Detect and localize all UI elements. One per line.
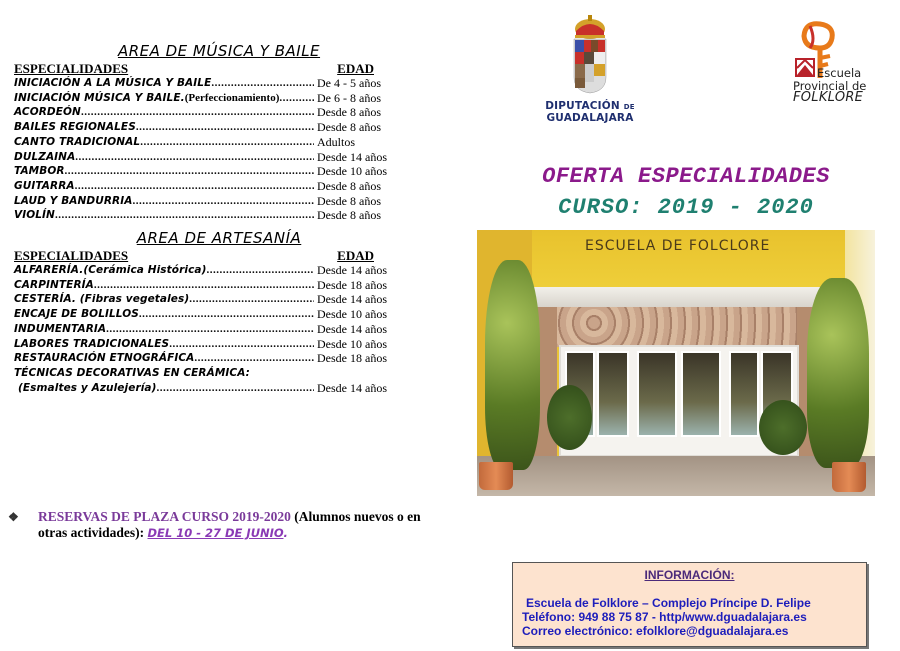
list-item: BAILES REGIONALES ..... Desde 8 años <box>14 120 394 135</box>
crafts-section-title: AREA DE ARTESANÍA <box>136 229 302 248</box>
list-item: INDUMENTARIA ..... Desde 14 años <box>14 322 394 337</box>
info-address: Escuela de Folklore – Complejo Príncipe D. Felipe <box>526 596 811 610</box>
list-item: INICIACIÓN MÚSICA Y BAILE. (Perfeccionamiento) ..... De 6 - 8 años <box>14 91 394 106</box>
list-item: TÉCNICAS DECORATIVAS EN CERÁMICA: <box>14 366 250 379</box>
crafts-list <box>14 263 444 395</box>
reservations-highlight: RESERVAS DE PLAZA CURSO 2019-2020 <box>38 509 291 524</box>
list-item: CANTO TRADICIONAL ..... Adultos <box>14 135 394 150</box>
school-entrance-photo <box>477 230 875 496</box>
list-item: TAMBOR ..... Desde 10 años <box>14 164 394 179</box>
list-item: CARPINTERÍA ..... Desde 18 años <box>14 278 394 293</box>
header-age: EDAD <box>337 248 374 264</box>
header-age: EDAD <box>337 61 374 76</box>
page-title: OFERTA ESPECIALIDADES <box>542 164 830 189</box>
info-phone-web: Teléfono: 949 88 75 87 - http/www.dguadalajara.es <box>522 610 807 624</box>
diamond-bullet-icon: ❖ <box>8 510 19 524</box>
music-list <box>14 76 444 223</box>
info-email: Correo electrónico: efolklore@dguadalajara.es <box>522 624 789 638</box>
list-item: DULZAINA ..... Desde 14 años <box>14 150 394 165</box>
list-item: VIOLÍN ..... Desde 8 años <box>14 208 394 223</box>
course-subtitle: CURSO: 2019 - 2020 <box>558 195 814 220</box>
list-item: RESTAURACIÓN ETNOGRÁFICA ..... Desde 18 años <box>14 351 394 366</box>
list-item: INICIACIÓN A LA MÚSICA Y BAILE ..... De 4 - 5 años <box>14 76 394 91</box>
list-item: LAUD Y BANDURRIA ..... Desde 8 años <box>14 194 394 209</box>
header-specialties: ESPECIALIDADES <box>14 248 129 264</box>
list-item: ENCAJE DE BOLILLOS ..... Desde 10 años <box>14 307 394 322</box>
reservations-text: (Alumnos nuevos o en otras actividades): <box>38 509 421 540</box>
list-item: (Esmaltes y Azulejería) ..... Desde 14 años <box>14 381 394 396</box>
list-item: ALFARERÍA.(Cerámica Histórica) ..... Desde 14 años <box>14 263 394 278</box>
reservations-notice: ❖ RESERVAS DE PLAZA CURSO 2019-2020 (Alumnos nuevos o en otras actividades): DEL 10 - 27 DE JUNIO. <box>8 509 421 540</box>
coat-of-arms-icon <box>570 15 610 95</box>
specialties-column <box>14 40 444 395</box>
music-section-title: AREA DE MÚSICA Y BAILE <box>117 42 321 60</box>
folklore-school-logo <box>790 18 880 113</box>
crafts-table-header <box>14 249 384 263</box>
folklore-school-name: Escuela Provincial de FOLKLORE <box>793 66 867 105</box>
header-specialties: ESPECIALIDADES <box>14 61 129 76</box>
information-title: INFORMACIÓN: <box>644 568 735 582</box>
list-item: ACORDEÓN ..... Desde 8 años <box>14 105 394 120</box>
information-box <box>512 562 867 647</box>
list-item: CESTERÍA. (Fibras vegetales) ..... Desde 14 años <box>14 292 394 307</box>
music-table-header <box>14 62 384 76</box>
building-sign: ESCUELA DE FOLCLORE <box>585 238 771 254</box>
diputacion-label: DIPUTACIÓN DE GUADALAJARA <box>545 100 635 124</box>
diputacion-logo <box>500 15 680 124</box>
list-item: LABORES TRADICIONALES ..... Desde 10 años <box>14 337 394 352</box>
reservations-dates: DEL 10 - 27 DE JUNIO <box>147 526 284 540</box>
list-item: GUITARRA ..... Desde 8 años <box>14 179 394 194</box>
